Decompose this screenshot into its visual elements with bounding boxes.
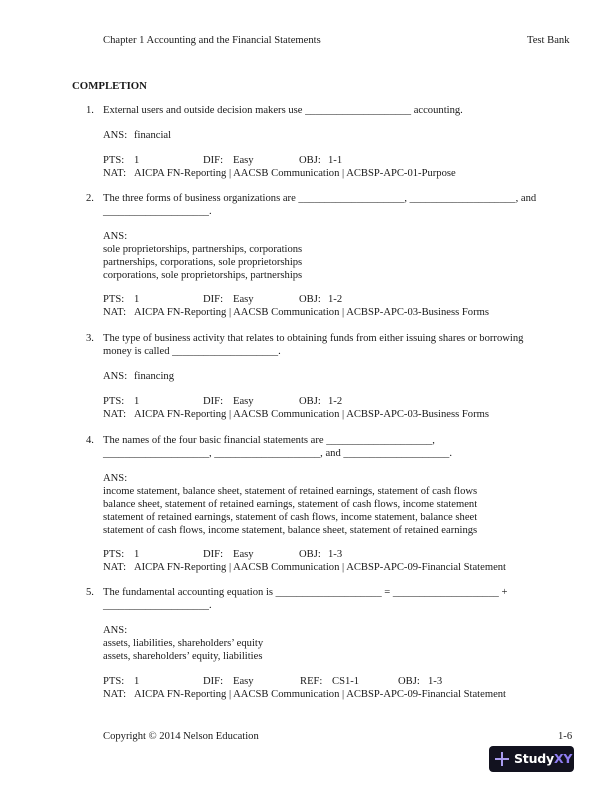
- points-label: PTS:: [103, 294, 125, 305]
- nat-value: AICPA FN-Reporting | AACSB Communication | ACBSP-APC-01-Purpose: [134, 168, 456, 179]
- nat-label: NAT:: [103, 562, 127, 573]
- objective-value: 1-1: [328, 155, 343, 166]
- nat-value: AICPA FN-Reporting | AACSB Communication | ACBSP-APC-03-Business Forms: [134, 409, 489, 420]
- question-text-line-1: The fundamental accounting equation is ____________________ = ____________________ +: [103, 587, 508, 598]
- question-text-line-1: The names of the four basic financial statements are ____________________,: [103, 435, 435, 446]
- running-header-label: Test Bank: [527, 35, 570, 46]
- studyxy-badge[interactable]: [489, 746, 574, 772]
- question-number: 5.: [86, 587, 94, 598]
- difficulty-value: Easy: [233, 549, 254, 560]
- answer-value: financial: [134, 130, 172, 141]
- footer-copyright: Copyright © 2014 Nelson Education: [103, 731, 259, 742]
- difficulty-value: Easy: [233, 155, 254, 166]
- answer-option: sole proprietorships, partnerships, corporations: [103, 244, 303, 255]
- difficulty-label: DIF:: [203, 396, 224, 407]
- plus-icon: [495, 752, 509, 766]
- answer-label: ANS:: [103, 625, 128, 636]
- objective-value: 1-3: [328, 549, 343, 560]
- nat-label: NAT:: [103, 409, 127, 420]
- objective-label: OBJ:: [299, 396, 321, 407]
- question-text-line-2: ____________________, ____________________, and ____________________.: [103, 448, 452, 459]
- answer-label: ANS:: [103, 130, 128, 141]
- running-header-title: Chapter 1 Accounting and the Financial Statements: [103, 35, 321, 46]
- answer-option: balance sheet, statement of retained earnings, statement of cash flows, income statement: [103, 499, 478, 510]
- points-label: PTS:: [103, 155, 125, 166]
- answer-option: statement of cash flows, income statement, balance sheet, statement of retained earnings: [103, 525, 478, 536]
- answer-option: income statement, balance sheet, statement of retained earnings, statement of cash flows: [103, 486, 478, 497]
- question-number: 1.: [86, 105, 94, 116]
- nat-value: AICPA FN-Reporting | AACSB Communication | ACBSP-APC-03-Business Forms: [134, 307, 489, 318]
- question-text-line-1: The three forms of business organizations are ____________________, ____________________, and: [103, 193, 537, 204]
- answer-value: financing: [134, 371, 175, 382]
- difficulty-value: Easy: [233, 396, 254, 407]
- question-text-line-1: The type of business activity that relates to obtaining funds from either issuing shares or borrowing: [103, 333, 524, 344]
- points-label: PTS:: [103, 396, 125, 407]
- brand-accent-text: XY: [553, 750, 573, 766]
- objective-value: 1-2: [328, 294, 343, 305]
- reference-value: CS1-1: [332, 676, 360, 687]
- answer-label: ANS:: [103, 371, 128, 382]
- nat-value: AICPA FN-Reporting | AACSB Communication | ACBSP-APC-09-Financial Statement: [134, 562, 507, 573]
- points-label: PTS:: [103, 676, 125, 687]
- answer-label: ANS:: [103, 473, 128, 484]
- objective-label: OBJ:: [299, 155, 321, 166]
- nat-value: AICPA FN-Reporting | AACSB Communication | ACBSP-APC-09-Financial Statement: [134, 689, 507, 700]
- difficulty-value: Easy: [233, 676, 254, 687]
- reference-label: REF:: [300, 676, 323, 687]
- nat-label: NAT:: [103, 689, 127, 700]
- difficulty-label: DIF:: [203, 294, 224, 305]
- objective-value: 1-2: [328, 396, 343, 407]
- brand-text: Study: [514, 750, 554, 766]
- objective-value: 1-3: [428, 676, 443, 687]
- question-text-line-2: ____________________.: [103, 600, 212, 611]
- points-value: 1: [134, 155, 140, 166]
- objective-label: OBJ:: [398, 676, 420, 687]
- question-number: 4.: [86, 435, 94, 446]
- points-label: PTS:: [103, 549, 125, 560]
- question-text-line-2: money is called ____________________.: [103, 346, 281, 357]
- difficulty-label: DIF:: [203, 676, 224, 687]
- objective-label: OBJ:: [299, 294, 321, 305]
- answer-option: partnerships, corporations, sole proprietorships: [103, 257, 303, 268]
- points-value: 1: [134, 676, 140, 687]
- objective-label: OBJ:: [299, 549, 321, 560]
- nat-label: NAT:: [103, 168, 127, 179]
- points-value: 1: [134, 549, 140, 560]
- answer-option: assets, shareholders’ equity, liabilities: [103, 651, 263, 662]
- question-text-line-2: ____________________.: [103, 206, 212, 217]
- difficulty-value: Easy: [233, 294, 254, 305]
- badge-brand: [514, 750, 573, 766]
- answer-option: statement of retained earnings, statement of cash flows, income statement, balance sheet: [103, 512, 478, 523]
- difficulty-label: DIF:: [203, 549, 224, 560]
- answer-label: ANS:: [103, 231, 128, 242]
- question-number: 2.: [86, 193, 94, 204]
- answer-option: assets, liabilities, shareholders’ equity: [103, 638, 264, 649]
- question-number: 3.: [86, 333, 94, 344]
- points-value: 1: [134, 396, 140, 407]
- question-text: External users and outside decision makers use ____________________ accounting.: [103, 105, 463, 116]
- points-value: 1: [134, 294, 140, 305]
- section-title: COMPLETION: [72, 80, 147, 92]
- answer-option: corporations, sole proprietorships, partnerships: [103, 270, 303, 281]
- difficulty-label: DIF:: [203, 155, 224, 166]
- nat-label: NAT:: [103, 307, 127, 318]
- footer-page-number: 1-6: [558, 731, 573, 742]
